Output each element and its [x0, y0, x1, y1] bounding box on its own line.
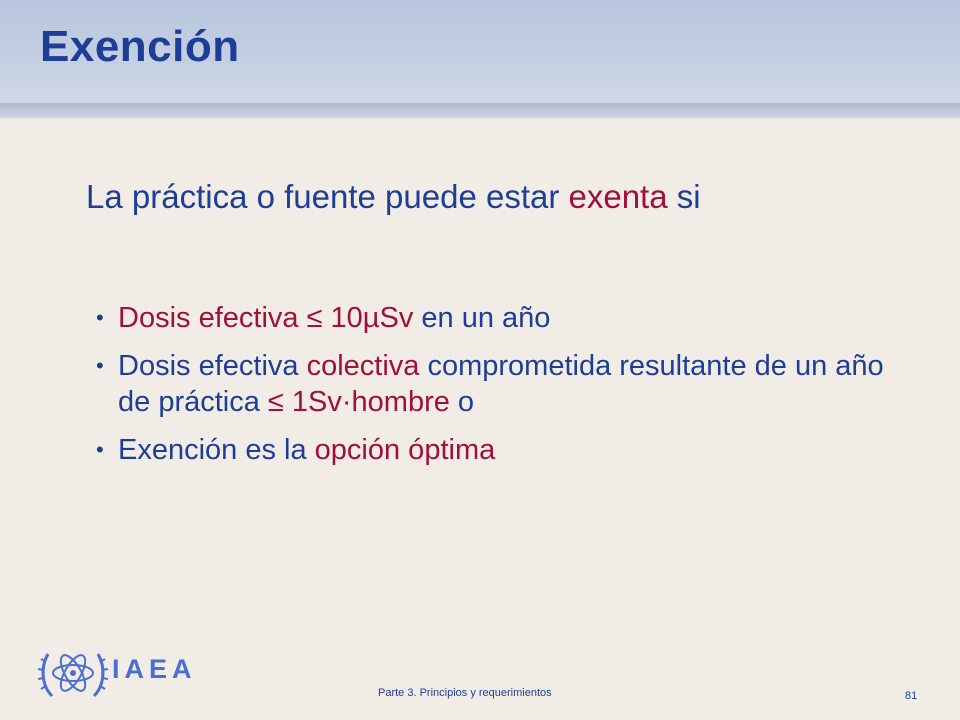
- iaea-logo-icon: [38, 640, 108, 706]
- bullet-item-collective-dose: [96, 348, 916, 420]
- bullet-3-part1: Exención es la: [118, 434, 315, 466]
- header-shadow: [0, 103, 960, 121]
- bullet-icon: •: [96, 305, 104, 330]
- iaea-logo-text: IAEA: [112, 654, 197, 684]
- bullet-3-part2: opción óptima: [314, 434, 496, 466]
- bullet-item-optimal-option: [96, 432, 916, 468]
- bullet-item-dose-limit: [96, 300, 916, 336]
- bullet-2-part5: o: [449, 386, 475, 418]
- footer-section-label: Parte 3. Principios y requerimientos: [378, 687, 552, 699]
- bullet-icon: •: [96, 437, 104, 462]
- bullet-2-part2: colectiva: [306, 350, 420, 382]
- bullet-2-part4: ≤ 1Sv·hombre: [267, 386, 450, 418]
- lead-text: [86, 178, 701, 216]
- lead-text-highlight: exenta: [568, 178, 668, 215]
- bullet-icon: •: [96, 353, 104, 378]
- bullet-1-part1: Dosis efectiva ≤ 10µSv: [118, 302, 414, 334]
- page-number: 81: [905, 690, 918, 702]
- bullet-list: [96, 300, 916, 480]
- bullet-2-part1: Dosis efectiva: [118, 350, 307, 382]
- lead-text-part2: si: [667, 178, 701, 215]
- slide-title: Exención: [40, 22, 240, 71]
- lead-text-part1: La práctica o fuente puede estar: [86, 178, 569, 215]
- bullet-2-part3: comprometida resultante de un año de práctica: [118, 350, 884, 418]
- bullet-1-part2: en un año: [413, 302, 551, 334]
